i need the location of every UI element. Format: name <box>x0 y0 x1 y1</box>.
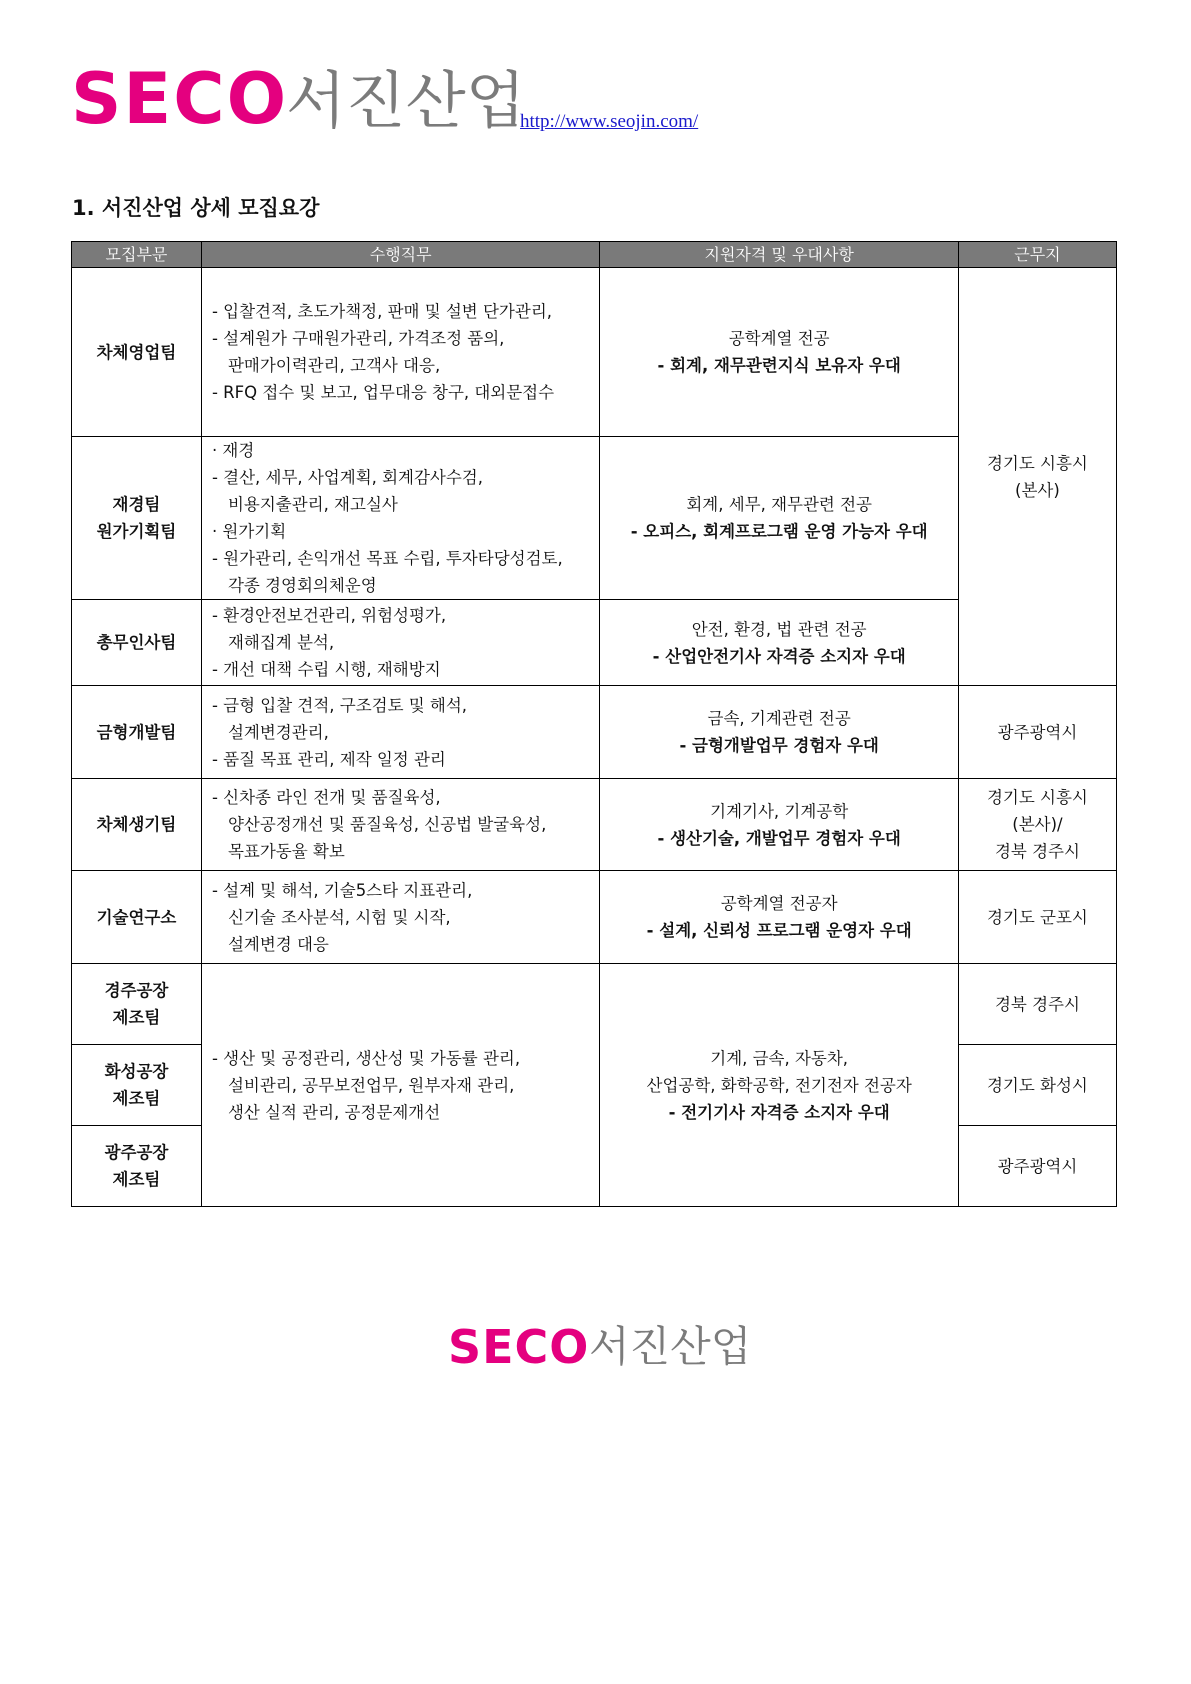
preference-text: - 오피스, 회계프로그램 운영 가능자 우대 <box>630 522 928 541</box>
duties-cell: - 신차종 라인 전개 및 품질육성, 양산공정개선 및 품질육성, 신공법 발굴육성, 목표가동율 확보 <box>201 779 600 871</box>
duties-cell: - 환경안전보건관리, 위험성평가, 재해집계 분석, - 개선 대책 수립 시행, 재해방지 <box>201 600 600 686</box>
company-website-link[interactable]: http://www.seojin.com/ <box>520 111 699 132</box>
location-cell: 경기도 군포시 <box>958 871 1116 964</box>
duties-cell: - 설계 및 해석, 기술5스타 지표관리, 신기술 조사분석, 시험 및 시작, 설계변경 대응 <box>201 871 600 964</box>
qualification-cell: 금속, 기계관련 전공 - 금형개발업무 경험자 우대 <box>600 686 958 779</box>
preference-text: - 회계, 재무관련지식 보유자 우대 <box>657 356 901 375</box>
table-row <box>72 871 1117 964</box>
table-header-row <box>72 242 1117 268</box>
qualification-cell: 공학계열 전공 - 회계, 재무관련지식 보유자 우대 <box>600 268 958 437</box>
seco-logo: SECO <box>71 58 289 140</box>
column-header-duties: 수행직무 <box>201 242 600 268</box>
preference-text: - 산업안전기사 자격증 소지자 우대 <box>652 646 906 666</box>
company-name-logo: 서진산업 <box>286 64 526 137</box>
department-cell: 차체영업팀 <box>72 268 202 437</box>
department-cell: 기술연구소 <box>72 871 202 964</box>
department-cell: 재경팀 원가기획팀 <box>72 437 202 600</box>
duties-cell: · 재경 - 결산, 세무, 사업계획, 회계감사수검, 비용지출관리, 재고실사 · 원가기획 - 원가관리, 손익개선 목표 수립, 투자타당성검토, 각종 경영회의체운영 <box>201 437 600 600</box>
preference-text: - 전기기사 자격증 소지자 우대 <box>668 1102 890 1122</box>
table-row <box>72 964 1117 1045</box>
section-title: 1. 서진산업 상세 모집요강 <box>72 196 320 220</box>
duties-cell: - 입찰견적, 초도가책정, 판매 및 설변 단가관리, - 설계원가 구매원가관리, 가격조정 품의, 판매가이력관리, 고객사 대응, - RFQ 접수 및 보고, 업무대응 창구, 대외문접수 <box>201 268 600 437</box>
duties-cell: - 생산 및 공정관리, 생산성 및 가동률 관리, 설비관리, 공무보전업무, 원부자재 관리, 생산 실적 관리, 공정문제개선 <box>201 964 600 1207</box>
column-header-qualifications: 지원자격 및 우대사항 <box>600 242 958 268</box>
preference-text: - 생산기술, 개발업무 경험자 우대 <box>657 828 901 848</box>
table-row <box>72 268 1117 437</box>
qualification-cell: 회계, 세무, 재무관련 전공 - 오피스, 회계프로그램 운영 가능자 우대 <box>600 437 958 600</box>
department-cell: 화성공장 제조팀 <box>72 1045 202 1126</box>
preference-text: - 금형개발업무 경험자 우대 <box>679 736 879 755</box>
column-header-department: 모집부문 <box>72 242 202 268</box>
location-cell: 광주광역시 <box>958 1126 1116 1207</box>
location-cell: 경기도 시흥시 (본사)/ 경북 경주시 <box>958 779 1116 871</box>
qualification-cell: 공학계열 전공자 - 설계, 신뢰성 프로그램 운영자 우대 <box>600 871 958 964</box>
column-header-location: 근무지 <box>958 242 1116 268</box>
qualification-cell: 기계기사, 기계공학 - 생산기술, 개발업무 경험자 우대 <box>600 779 958 871</box>
duties-cell: - 금형 입찰 견적, 구조검토 및 해석, 설계변경관리, - 품질 목표 관리, 제작 일정 관리 <box>201 686 600 779</box>
qualification-cell: 안전, 환경, 법 관련 전공 - 산업안전기사 자격증 소지자 우대 <box>600 600 958 686</box>
table-row <box>72 779 1117 871</box>
recruitment-table <box>71 241 1117 1207</box>
footer-seco-logo: SECO <box>448 1320 590 1374</box>
department-cell: 차체생기팀 <box>72 779 202 871</box>
qualification-cell: 기계, 금속, 자동차, 산업공학, 화학공학, 전기전자 전공자 - 전기기사 자격증 소지자 우대 <box>600 964 958 1207</box>
department-cell: 총무인사팀 <box>72 600 202 686</box>
location-cell: 경북 경주시 <box>958 964 1116 1045</box>
location-cell: 경기도 시흥시 (본사) <box>958 268 1116 686</box>
location-cell: 경기도 화성시 <box>958 1045 1116 1126</box>
location-cell: 광주광역시 <box>958 686 1116 779</box>
preference-text: - 설계, 신뢰성 프로그램 운영자 우대 <box>646 921 912 940</box>
footer-company-name-logo: 서진산업 <box>589 1322 752 1371</box>
table-row <box>72 686 1117 779</box>
department-cell: 경주공장 제조팀 <box>72 964 202 1045</box>
department-cell: 광주공장 제조팀 <box>72 1126 202 1207</box>
department-cell: 금형개발팀 <box>72 686 202 779</box>
